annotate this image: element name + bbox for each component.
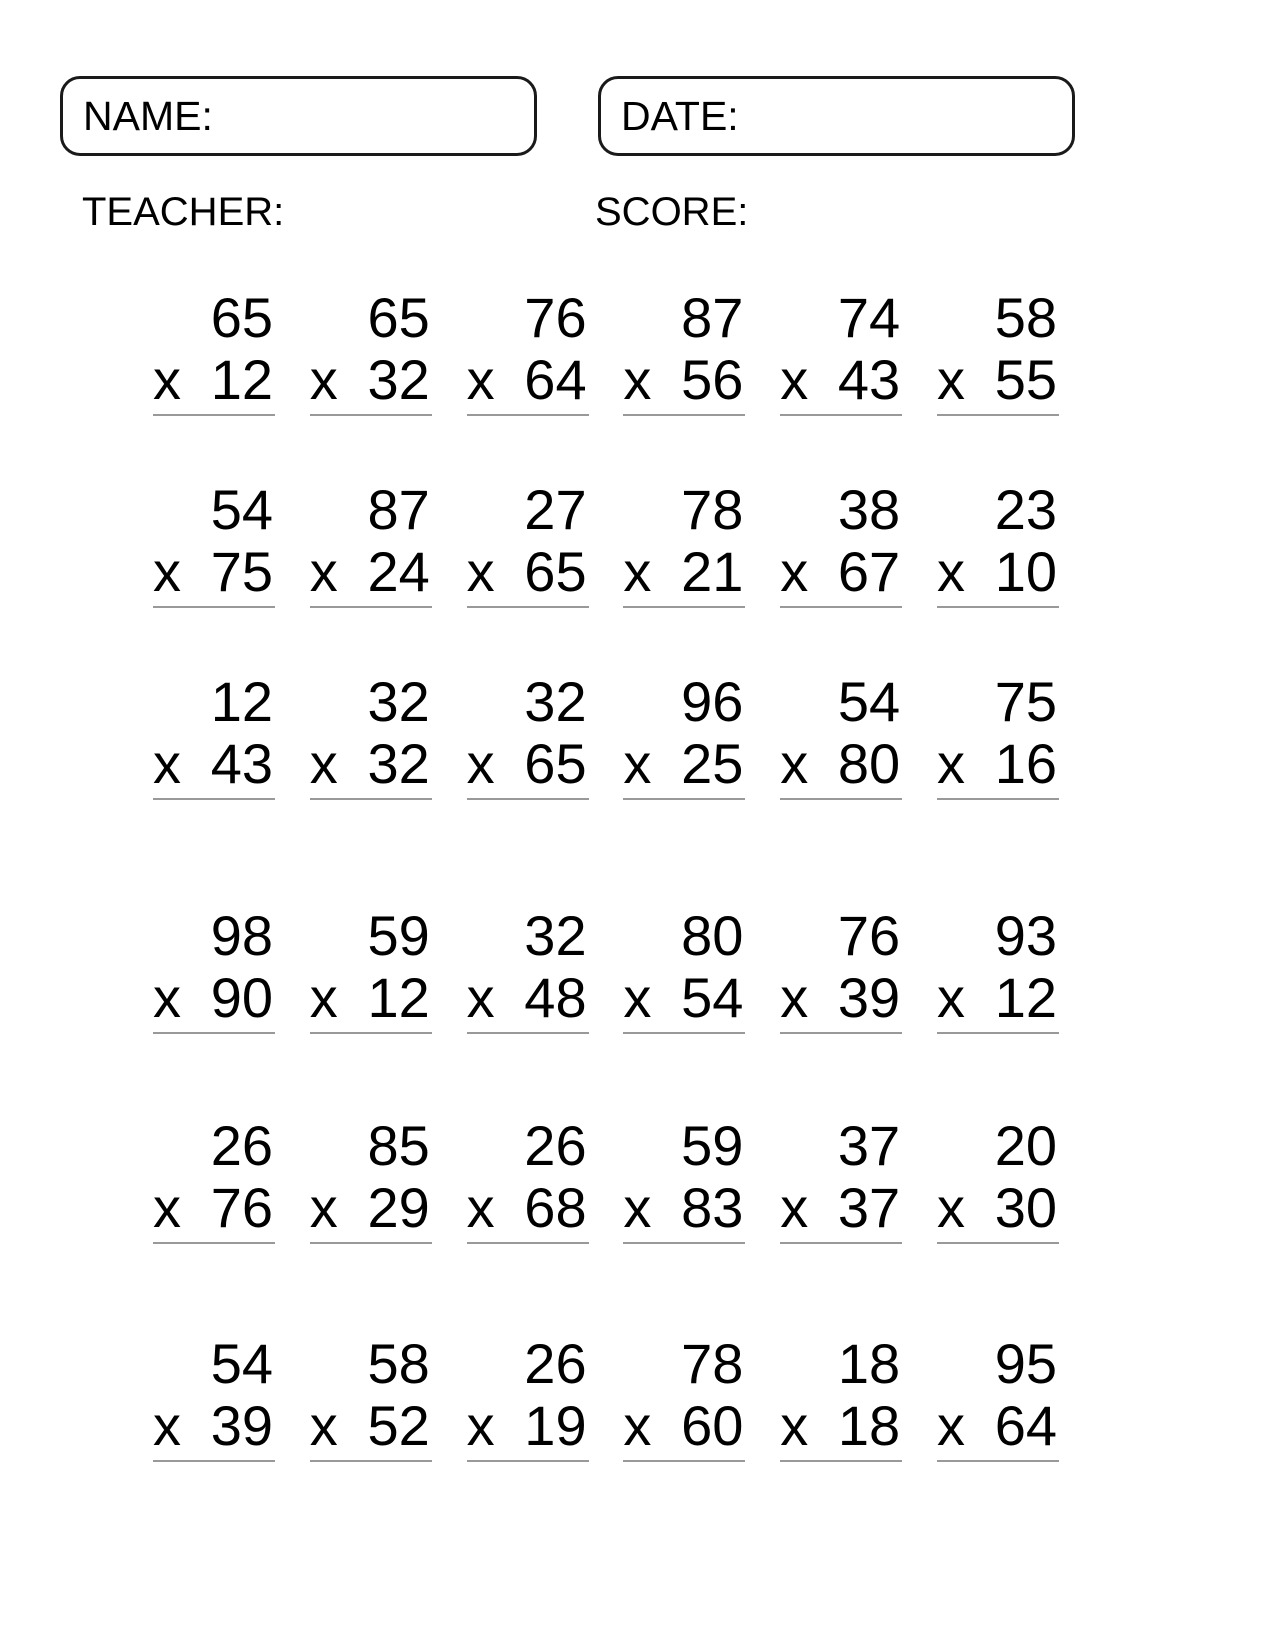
- multiply-operator: x: [153, 732, 181, 795]
- multiplier-line: [466, 540, 589, 608]
- multiplier-line: [466, 732, 589, 800]
- multiply-operator: x: [153, 1394, 181, 1457]
- multiplicand: 27: [524, 478, 587, 541]
- multiplier: 18: [837, 1394, 901, 1457]
- problem-cell: [466, 478, 589, 608]
- problem-cell: [623, 670, 745, 800]
- multiply-operator: x: [153, 1176, 181, 1239]
- multiplier: 65: [524, 732, 587, 795]
- problem-cell: [309, 904, 432, 1034]
- multiply-operator: x: [466, 1394, 495, 1457]
- multiplier: 43: [210, 732, 273, 795]
- multiply-operator: x: [466, 732, 495, 795]
- multiply-operator: x: [780, 732, 809, 795]
- multiplicand: 95: [994, 1332, 1057, 1395]
- problem-cell: [466, 286, 589, 416]
- multiplicand: 75: [994, 670, 1057, 733]
- multiplier: 12: [994, 966, 1057, 1029]
- multiply-operator: x: [780, 1176, 809, 1239]
- multiply-operator: x: [623, 1394, 652, 1457]
- multiplicand: 54: [210, 1332, 273, 1395]
- problem-row: [153, 904, 1059, 1034]
- name-field-box: [60, 76, 537, 156]
- multiplicand: 58: [994, 286, 1057, 349]
- problem-row: [153, 478, 1059, 608]
- multiplier-line: [153, 966, 275, 1034]
- multiplier-line: [466, 966, 589, 1034]
- problem-cell: [309, 1114, 432, 1244]
- multiplier: 54: [681, 966, 744, 1029]
- multiplicand: 98: [210, 904, 273, 967]
- multiplier: 64: [524, 348, 587, 411]
- multiplier-line: [780, 1176, 902, 1244]
- multiplicand: 59: [367, 904, 430, 967]
- multiplicand: 37: [837, 1114, 901, 1177]
- multiply-operator: x: [309, 1394, 338, 1457]
- multiplicand: 18: [837, 1332, 901, 1395]
- multiplier-line: [153, 1176, 275, 1244]
- multiplier-line: [936, 540, 1059, 608]
- multiplier-line: [466, 348, 589, 416]
- multiplicand: 76: [524, 286, 587, 349]
- multiplier: 64: [994, 1394, 1057, 1457]
- multiplier-line: [309, 1176, 432, 1244]
- multiplier-line: [936, 1394, 1059, 1462]
- multiplier-line: [936, 732, 1059, 800]
- problem-row: [153, 670, 1059, 800]
- multiplier-line: [623, 732, 745, 800]
- multiply-operator: x: [780, 966, 809, 1029]
- multiplier-line: [936, 348, 1059, 416]
- multiplier: 67: [837, 540, 901, 603]
- multiplier: 25: [681, 732, 744, 795]
- problem-cell: [309, 1332, 432, 1462]
- multiply-operator: x: [309, 540, 338, 603]
- multiplicand: 78: [681, 478, 744, 541]
- multiplicand: 23: [994, 478, 1057, 541]
- multiplier: 39: [210, 1394, 273, 1457]
- multiplier: 80: [837, 732, 901, 795]
- multiplier-line: [153, 732, 275, 800]
- multiply-operator: x: [309, 1176, 338, 1239]
- problem-cell: [623, 478, 745, 608]
- multiply-operator: x: [466, 1176, 495, 1239]
- multiplier: 21: [681, 540, 744, 603]
- name-label: NAME:: [83, 92, 213, 139]
- multiplicand: 54: [837, 670, 901, 733]
- multiplier-line: [623, 1394, 745, 1462]
- multiplier-line: [780, 966, 902, 1034]
- multiply-operator: x: [936, 966, 965, 1029]
- multiply-operator: x: [780, 348, 809, 411]
- multiply-operator: x: [936, 348, 965, 411]
- multiplicand: 87: [681, 286, 744, 349]
- problem-cell: [936, 1114, 1059, 1244]
- multiplier-line: [936, 966, 1059, 1034]
- multiply-operator: x: [153, 966, 181, 1029]
- multiplier: 75: [210, 540, 273, 603]
- multiplier-line: [309, 540, 432, 608]
- multiplier: 37: [837, 1176, 901, 1239]
- problem-cell: [153, 286, 275, 416]
- multiplicand: 87: [367, 478, 430, 541]
- multiplier: 56: [681, 348, 744, 411]
- problem-cell: [309, 478, 432, 608]
- problem-cell: [936, 904, 1059, 1034]
- problem-row: [153, 1114, 1059, 1244]
- multiply-operator: x: [466, 966, 495, 1029]
- problem-cell: [780, 286, 902, 416]
- multiplier-line: [623, 348, 745, 416]
- problem-cell: [466, 904, 589, 1034]
- multiplier-line: [623, 1176, 745, 1244]
- multiply-operator: x: [466, 540, 495, 603]
- problem-cell: [466, 670, 589, 800]
- multiplier-line: [936, 1176, 1059, 1244]
- multiplier: 60: [681, 1394, 744, 1457]
- multiplicand: 65: [367, 286, 430, 349]
- multiply-operator: x: [153, 348, 181, 411]
- multiplier: 90: [210, 966, 273, 1029]
- problem-cell: [153, 1332, 275, 1462]
- multiplier: 24: [367, 540, 430, 603]
- multiplicand: 12: [210, 670, 273, 733]
- multiplicand: 80: [681, 904, 744, 967]
- multiply-operator: x: [309, 732, 338, 795]
- multiplier-line: [780, 1394, 902, 1462]
- multiplier: 76: [210, 1176, 273, 1239]
- multiply-operator: x: [780, 540, 809, 603]
- multiplicand: 20: [994, 1114, 1057, 1177]
- multiplier: 32: [367, 732, 430, 795]
- problem-cell: [623, 1332, 745, 1462]
- multiplier: 43: [837, 348, 901, 411]
- multiply-operator: x: [623, 1176, 652, 1239]
- problem-cell: [780, 670, 902, 800]
- problem-cell: [153, 1114, 275, 1244]
- problem-cell: [466, 1114, 589, 1244]
- multiplier: 29: [367, 1176, 430, 1239]
- multiplicand: 54: [210, 478, 273, 541]
- multiply-operator: x: [309, 966, 338, 1029]
- multiplier-line: [466, 1394, 589, 1462]
- multiplicand: 74: [837, 286, 901, 349]
- problem-row: [153, 1332, 1059, 1462]
- date-field-box: [598, 76, 1075, 156]
- multiplier-line: [309, 966, 432, 1034]
- multiply-operator: x: [623, 348, 652, 411]
- multiplier-line: [466, 1176, 589, 1244]
- score-label: SCORE:: [595, 190, 749, 234]
- multiply-operator: x: [936, 540, 965, 603]
- problem-cell: [936, 478, 1059, 608]
- multiply-operator: x: [780, 1394, 809, 1457]
- problem-cell: [936, 670, 1059, 800]
- multiplier: 12: [210, 348, 273, 411]
- problem-cell: [936, 1332, 1059, 1462]
- problem-cell: [623, 286, 745, 416]
- multiplicand: 59: [681, 1114, 744, 1177]
- multiplier: 32: [367, 348, 430, 411]
- multiplier: 48: [524, 966, 587, 1029]
- multiply-operator: x: [936, 1176, 965, 1239]
- multiplicand: 38: [837, 478, 901, 541]
- multiplier: 83: [681, 1176, 744, 1239]
- multiplicand: 32: [524, 670, 587, 733]
- multiplier-line: [309, 348, 432, 416]
- multiplicand: 85: [367, 1114, 430, 1177]
- multiply-operator: x: [623, 540, 652, 603]
- problem-cell: [309, 286, 432, 416]
- multiplicand: 65: [210, 286, 273, 349]
- problem-cell: [623, 1114, 745, 1244]
- multiply-operator: x: [153, 540, 181, 603]
- multiplicand: 96: [681, 670, 744, 733]
- multiplicand: 32: [524, 904, 587, 967]
- problem-cell: [780, 904, 902, 1034]
- multiplier-line: [623, 966, 745, 1034]
- multiply-operator: x: [936, 732, 965, 795]
- multiplier: 39: [837, 966, 901, 1029]
- problem-cell: [466, 1332, 589, 1462]
- multiply-operator: x: [623, 732, 652, 795]
- multiplier-line: [153, 540, 275, 608]
- multiplier-line: [309, 1394, 432, 1462]
- problem-cell: [153, 670, 275, 800]
- problem-cell: [623, 904, 745, 1034]
- problem-cell: [780, 1114, 902, 1244]
- problem-cell: [780, 1332, 902, 1462]
- multiplier-line: [623, 540, 745, 608]
- multiplier-line: [309, 732, 432, 800]
- multiplicand: 26: [210, 1114, 273, 1177]
- multiplicand: 78: [681, 1332, 744, 1395]
- multiplier: 16: [994, 732, 1057, 795]
- multiplicand: 26: [524, 1114, 587, 1177]
- multiply-operator: x: [466, 348, 495, 411]
- multiplier: 65: [524, 540, 587, 603]
- multiplier: 52: [367, 1394, 430, 1457]
- multiply-operator: x: [936, 1394, 965, 1457]
- multiplier-line: [780, 348, 902, 416]
- problem-cell: [780, 478, 902, 608]
- multiplier-line: [153, 348, 275, 416]
- problem-cell: [936, 286, 1059, 416]
- problem-cell: [153, 904, 275, 1034]
- multiplier: 55: [994, 348, 1057, 411]
- multiplier-line: [780, 540, 902, 608]
- problem-row: [153, 286, 1059, 416]
- multiplier: 12: [367, 966, 430, 1029]
- multiplier: 30: [994, 1176, 1057, 1239]
- multiplier: 19: [524, 1394, 587, 1457]
- problem-cell: [153, 478, 275, 608]
- multiply-operator: x: [309, 348, 338, 411]
- multiplicand: 26: [524, 1332, 587, 1395]
- multiplicand: 76: [837, 904, 901, 967]
- teacher-label: TEACHER:: [82, 190, 285, 234]
- problem-cell: [309, 670, 432, 800]
- multiplier-line: [153, 1394, 275, 1462]
- multiplicand: 93: [994, 904, 1057, 967]
- date-label: DATE:: [621, 92, 739, 139]
- multiplier-line: [780, 732, 902, 800]
- problems-grid: [153, 286, 1059, 1462]
- multiply-operator: x: [623, 966, 652, 1029]
- multiplier: 68: [524, 1176, 587, 1239]
- multiplicand: 32: [367, 670, 430, 733]
- multiplier: 10: [994, 540, 1057, 603]
- multiplicand: 58: [367, 1332, 430, 1395]
